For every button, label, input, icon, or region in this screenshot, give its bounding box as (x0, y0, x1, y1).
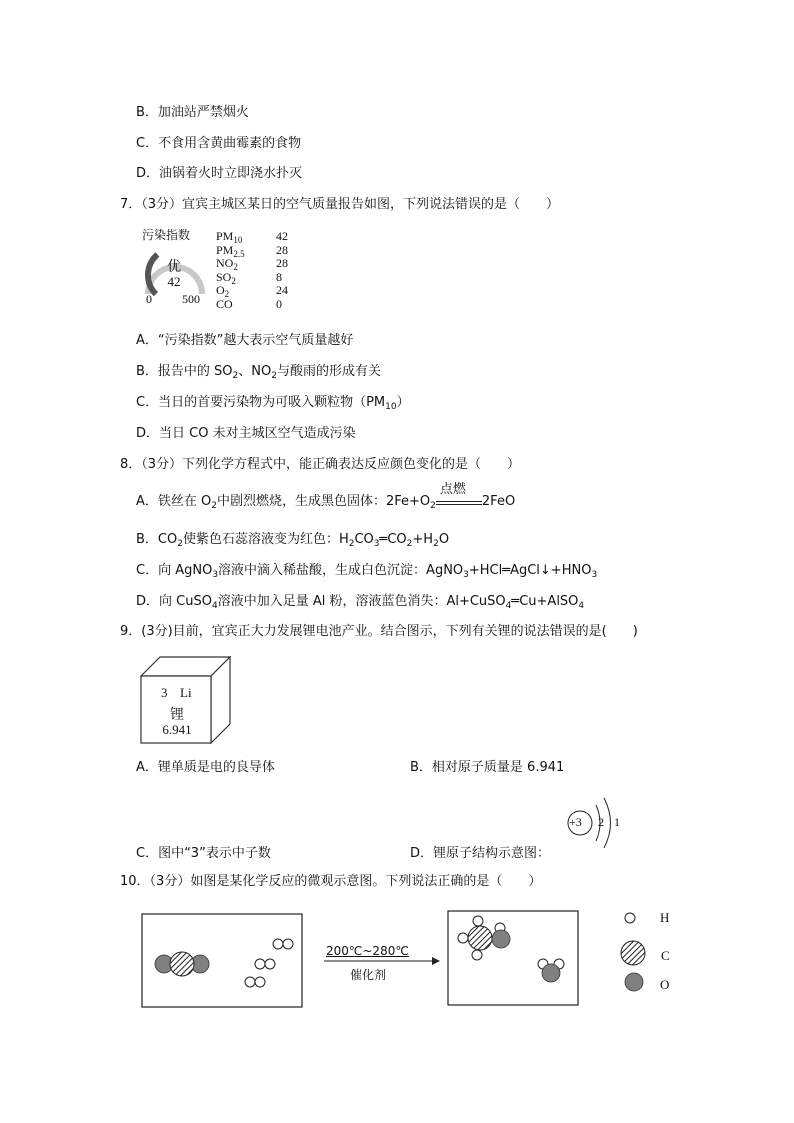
atom-nucleus-charge: +3 (569, 815, 582, 829)
pollutant-value: 42 (276, 229, 288, 243)
q8-option-c: C．向 AgNO$_3$溶液中滴入稀盐酸，生成白色沉淀：$AgNO_3+HCl═AgCl↓+HNO_3$ (136, 563, 598, 580)
q8-stem: 8．（3分）下列化学方程式中，能正确表达反应颜色变化的是（ ） (120, 457, 521, 472)
q10-stem: 10．（3分）如图是某化学反应的微观示意图。下列说法正确的是（ ） (120, 874, 542, 889)
legend-h-label: H (660, 910, 670, 925)
q9-option-b: B．相对原子质量是 6.941 (410, 760, 565, 775)
legend-c-label: C (661, 948, 670, 963)
pollutant-names (216, 230, 245, 311)
pollutant-name: $O_2$ (216, 283, 230, 299)
q7-option-c: C．当日的首要污染物为可吸入颗粒物$(PM_{10})$ (136, 395, 410, 412)
cube-atomic-mass: 6.941 (162, 722, 192, 737)
q9-option-a: A．锂单质是电的良导体 (136, 760, 275, 775)
pollutant-name: $SO_2$ (216, 269, 236, 286)
pollutant-name: $PM_{10}$ (216, 229, 243, 245)
pollutant-value: 28 (276, 256, 288, 270)
q7-stem: 7．（3分）宜宾主城区某日的空气质量报告如图，下列说法错误的是（ ） (120, 197, 560, 212)
gauge-grade: 优 (167, 259, 181, 275)
gauge-value: 42 (167, 274, 181, 289)
gauge-title: 污染指数 (142, 228, 191, 242)
gauge-min: 0 (146, 292, 152, 306)
air-quality-figure (140, 226, 310, 322)
gauge-max: 500 (182, 292, 200, 306)
pollutant-value: 0 (276, 296, 282, 311)
atom-shell-2: 1 (614, 815, 620, 829)
reaction-condition: 点燃 (436, 494, 482, 510)
q7-option-d: D．当日 CO 未对主城区空气造成污染 (136, 426, 356, 441)
q6-option-c: C．不食用含黄曲霉素的食物 (136, 136, 302, 151)
reaction-micro-diagram (140, 908, 680, 1012)
cube-element-name: 锂 (170, 707, 184, 723)
q9-option-c: C．图中“3”表示中子数 (136, 846, 271, 861)
legend-o-label: O (660, 977, 670, 992)
q9-stem: 9．(3分)目前，宜宾正大力发展锂电池产业。结合图示，下列有关锂的说法错误的是( ) (120, 624, 638, 639)
q6-option-b: B．加油站严禁烟火 (136, 105, 249, 120)
reaction-catalyst: 催化剂 (350, 968, 387, 982)
pollutant-value: 8 (276, 269, 282, 284)
pollutant-name: CO (216, 296, 233, 311)
q8-option-b: B．$CO_2$使紫色石蕊溶液变为红色：$H_2CO_3═CO_2+H_2O$ (136, 532, 450, 549)
q7-option-b: B．报告中的 $SO_2$、$NO_2$与酸雨的形成有关 (136, 364, 381, 381)
q7-option-a: A．“污染指数”越大表示空气质量越好 (136, 333, 354, 348)
pollutant-values (276, 230, 288, 311)
pollutant-value: 28 (276, 242, 288, 257)
atom-shell-1: 2 (598, 815, 604, 829)
q8-option-a: A．铁丝在 $O_2$中剧烈燃烧，生成黑色固体：$2Fe+O_2$ 点燃 2FeO (136, 482, 516, 511)
q9-option-d: D．锂原子结构示意图： (410, 846, 551, 861)
q6-option-d: D．油锅着火时立即浇水扑灭 (136, 166, 303, 181)
pollutant-value: 24 (276, 283, 288, 297)
pollutant-name: $PM_{2.5}$ (216, 242, 245, 259)
pollutant-name: $NO_2$ (216, 256, 238, 272)
reaction-temperature: 200℃~280℃ (326, 944, 409, 958)
q8-option-d: D．向 CuSO$_4$溶液中加入足量 Al 粉，溶液蓝色消失：Al+CuSO$_4$═Cu+AlSO$_4$ (136, 594, 585, 611)
